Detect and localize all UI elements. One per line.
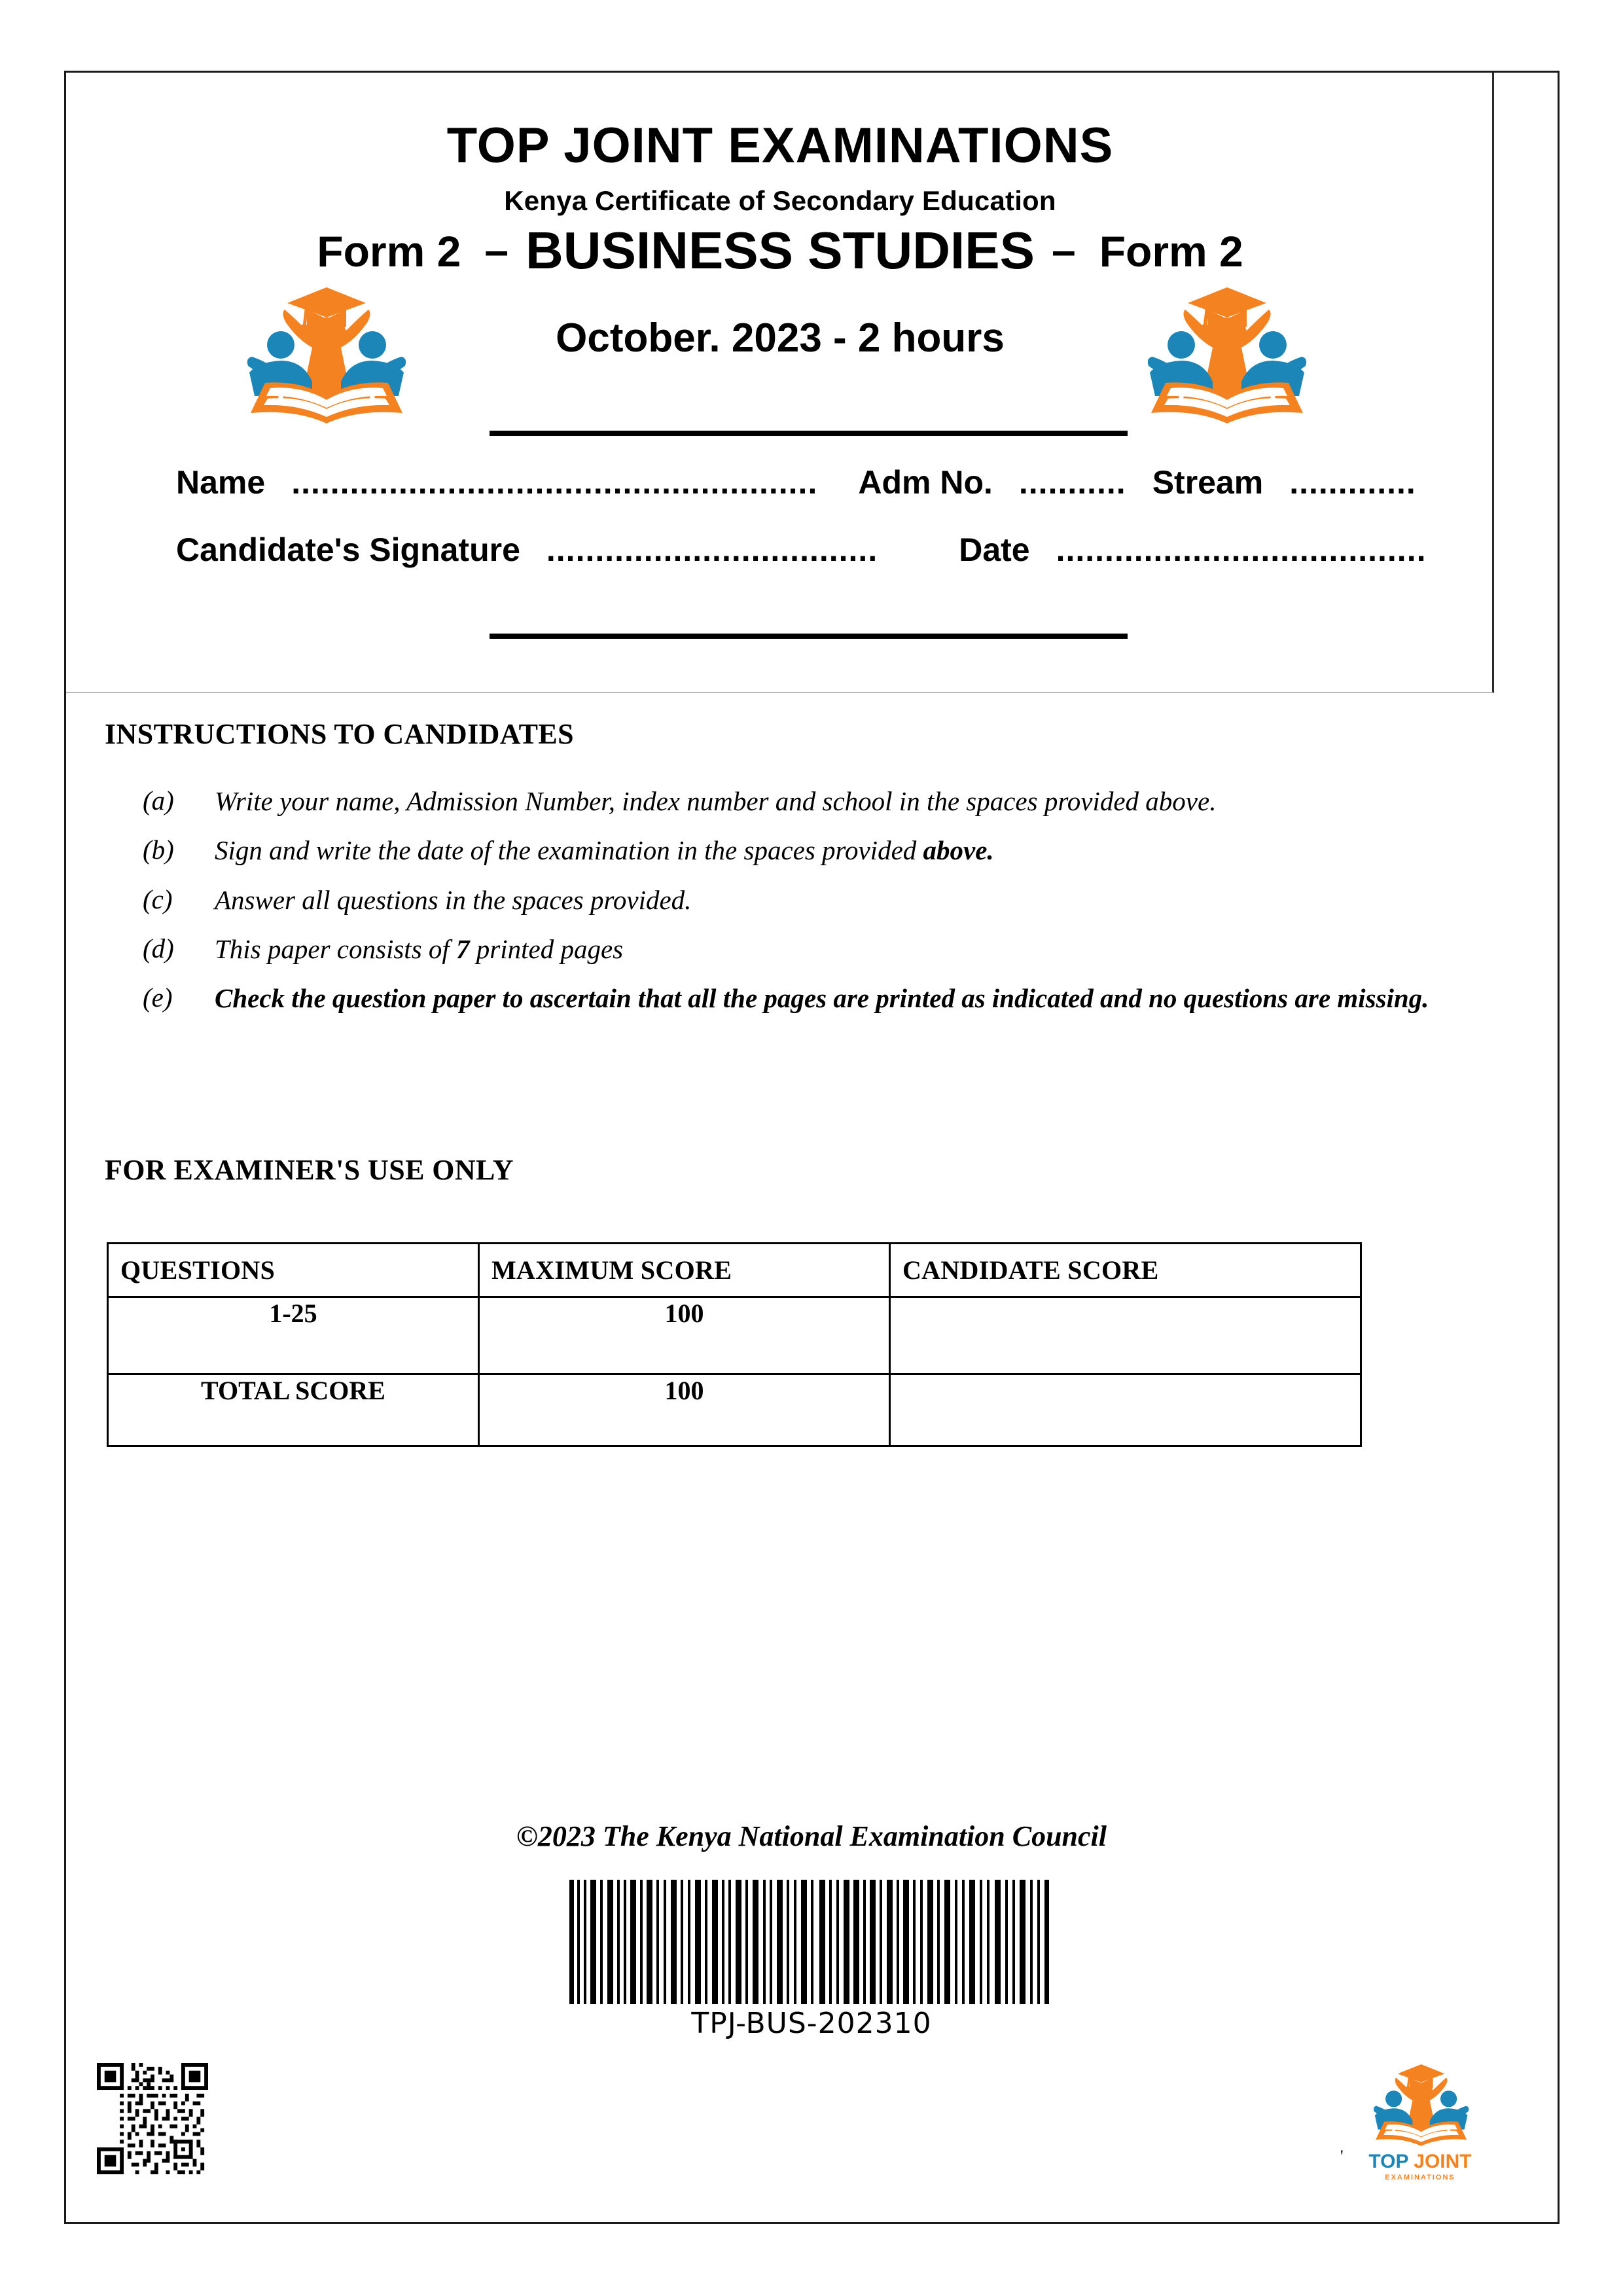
instructions-heading: INSTRUCTIONS TO CANDIDATES — [105, 718, 575, 750]
date-input-dots[interactable]: ...................................... — [1056, 531, 1427, 568]
table-header-row — [108, 1244, 1361, 1297]
candidate-signature-line — [176, 531, 1426, 569]
instruction-text: Check the question paper to ascertain that all the pages are printed as indicated and no questions are missing. — [215, 983, 1429, 1014]
cell-total-maximum-score: 100 — [479, 1374, 890, 1446]
examiner-use-heading: FOR EXAMINER'S USE ONLY — [105, 1154, 514, 1186]
instruction-text — [215, 932, 1478, 967]
footer-tick-mark: ' — [1340, 2147, 1344, 2166]
signature-label: Candidate's Signature — [176, 531, 520, 568]
instruction-text-emphasis: above. — [923, 835, 994, 866]
barcode-value-label: TPJ-BUS-202310 — [691, 2007, 932, 2040]
stream-input-dots[interactable]: ............. — [1289, 464, 1416, 501]
instruction-item-b — [143, 833, 1478, 868]
name-label: Name — [176, 464, 266, 501]
qr-code-icon — [97, 2063, 208, 2174]
header-divider-top — [490, 431, 1128, 436]
cell-maximum-score: 100 — [479, 1297, 890, 1374]
dash-left: – — [484, 226, 509, 274]
form-label-right: Form 2 — [1099, 227, 1243, 276]
candidate-name-line — [176, 463, 1416, 501]
logo-wordmark-bottom: EXAMINATIONS — [1385, 2174, 1455, 2181]
top-joint-logo-footer-icon — [1355, 2055, 1486, 2186]
instruction-marker: (e) — [143, 982, 173, 1013]
name-input-dots[interactable]: ...................................................... — [291, 464, 818, 501]
top-joint-logo-icon — [1145, 274, 1310, 425]
instruction-text: Write your name, Admission Number, index number and school in the spaces provided above. — [215, 786, 1217, 816]
instruction-item-a — [143, 784, 1478, 819]
instruction-item-e — [143, 981, 1478, 1016]
instructions-list — [143, 784, 1478, 1030]
subject-row — [66, 221, 1494, 279]
dash-right: – — [1051, 226, 1076, 274]
instruction-item-c — [143, 883, 1478, 918]
exam-title: TOP JOINT EXAMINATIONS — [446, 118, 1114, 173]
column-header-maximum-score: MAXIMUM SCORE — [479, 1244, 890, 1297]
cell-total-candidate-score[interactable] — [890, 1374, 1361, 1446]
cover-header-box — [66, 73, 1494, 693]
barcode-icon — [569, 1880, 1054, 2004]
barcode-block — [556, 1880, 1067, 2040]
instruction-item-d — [143, 932, 1478, 967]
adm-no-input-dots[interactable]: ........... — [1018, 464, 1126, 501]
header-divider-bottom — [490, 634, 1128, 639]
instruction-marker: (c) — [143, 884, 173, 914]
instruction-text-prefix: This paper consists of — [215, 933, 457, 964]
instruction-text-prefix: Sign and write the date of the examination in the spaces provided — [215, 835, 923, 866]
instruction-text — [215, 833, 1478, 868]
cell-questions-range: 1-25 — [108, 1297, 479, 1374]
score-table — [107, 1242, 1362, 1447]
top-joint-logo-icon — [244, 274, 409, 425]
subject-name: BUSINESS STUDIES — [526, 221, 1035, 279]
cell-total-label: TOTAL SCORE — [108, 1374, 479, 1446]
instruction-text-suffix: printed pages — [469, 933, 624, 964]
instruction-text-emphasis: 7 — [456, 933, 470, 964]
exam-subtitle: Kenya Certificate of Secondary Education — [504, 185, 1056, 216]
logo-wordmark-top: TOP JOINT — [1368, 2151, 1472, 2172]
signature-input-dots[interactable]: .................................. — [546, 531, 878, 568]
adm-no-label: Adm No. — [858, 464, 993, 501]
table-row — [108, 1374, 1361, 1446]
table-row — [108, 1297, 1361, 1374]
form-label-left: Form 2 — [317, 227, 461, 276]
cell-candidate-score-entry[interactable] — [890, 1297, 1361, 1374]
date-label: Date — [959, 531, 1030, 568]
stream-label: Stream — [1152, 464, 1264, 501]
instruction-marker: (b) — [143, 834, 174, 865]
column-header-candidate-score: CANDIDATE SCORE — [890, 1244, 1361, 1297]
instruction-marker: (a) — [143, 785, 174, 816]
copyright-notice: ©2023 The Kenya National Examination Council — [516, 1820, 1107, 1852]
exam-date-duration: October. 2023 - 2 hours — [556, 315, 1005, 361]
instruction-marker: (d) — [143, 933, 174, 963]
column-header-questions: QUESTIONS — [108, 1244, 479, 1297]
instruction-text: Answer all questions in the spaces provided. — [215, 884, 692, 915]
